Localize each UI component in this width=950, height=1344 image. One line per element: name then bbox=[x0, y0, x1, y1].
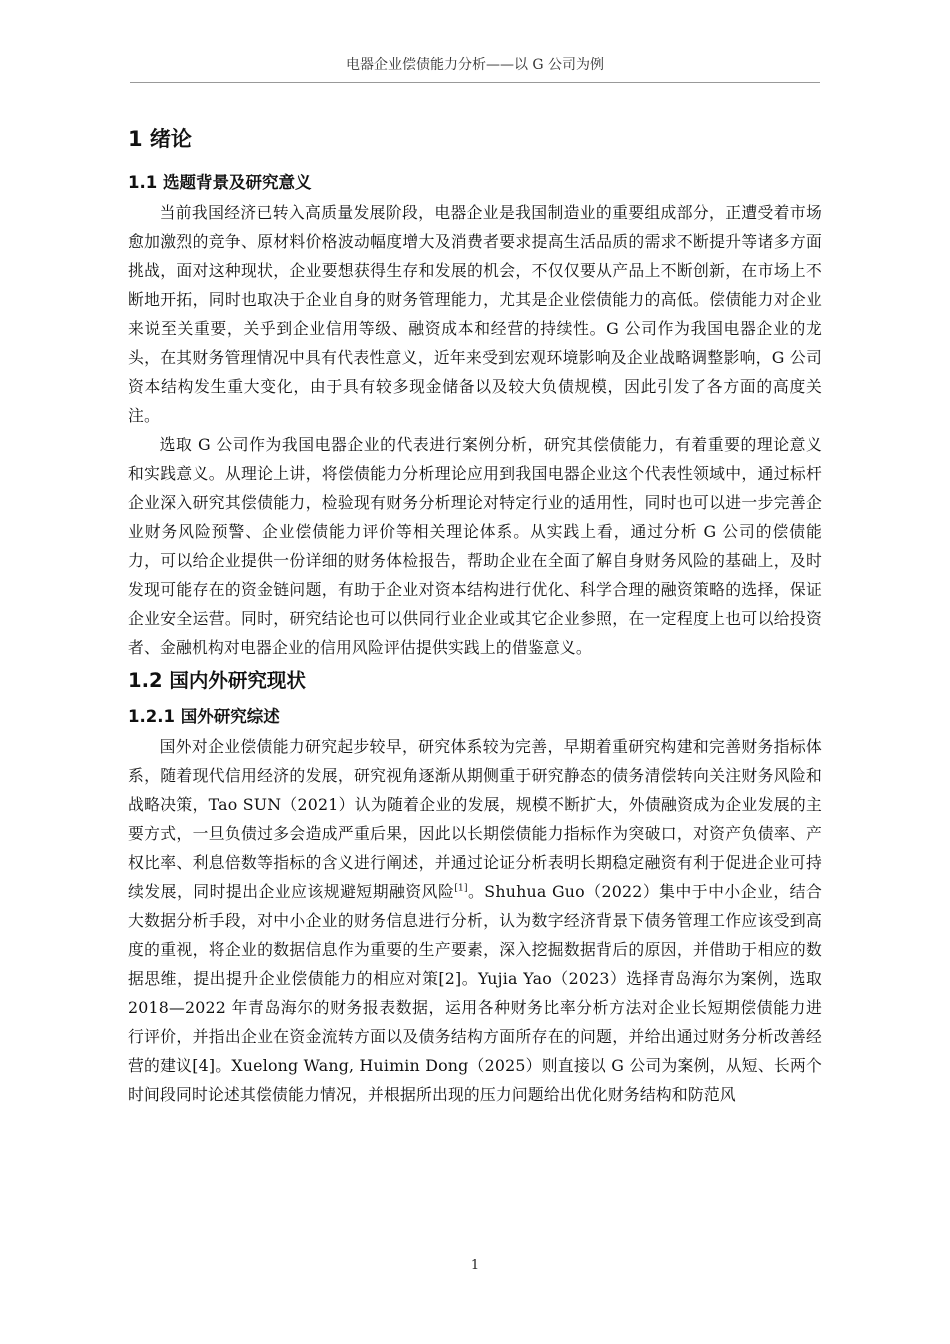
paragraph-text-part-b: 。Shuhua Guo（2022）集中于中小企业，结合大数据分析手段，对中小企业的财务信息进行分析，认为数字经济背景下债务管理工作应该受到高度的重视，将企业的数据信息作为重要的生产要素，深入挖掘数据背后的原因，并借助于相应的数据思维，提出提升企业偿债能力的相应对策[2]。Yujia Yao（2023）选择青岛海尔为案例，选取 2018—2022 年青岛海尔的财务报表数据，运用各种财务比率分析方法对企业长短期偿债能力进行评价，并指出企业在资金流转方面以及债务结构方面所存在的问题，并给出通过财务分析改善经营的建议[4]。Xuelong Wang, Huimin Dong（2025）则直接以 G 公司为案例，从短、长两个时间段同时论述其偿债能力情况，并根据所出现的压力问题给出优化财务结构和防范风 bbox=[128, 882, 822, 1104]
chapter-title: 1 绪论 bbox=[128, 127, 192, 151]
paragraph-background: 当前我国经济已转入高质量发展阶段，电器企业是我国制造业的重要组成部分，正遭受着市场愈加激烈的竞争、原材料价格波动幅度增大及消费者要求提高生活品质的需求不断提升等诸多方面挑战，面对这种现状，企业要想获得生存和发展的机会，不仅仅要从产品上不断创新，在市场上不断地开拓，同时也取决于企业自身的财务管理能力，尤其是企业偿债能力的高低。偿债能力对企业来说至关重要，关乎到企业信用等级、融资成本和经营的持续性。G 公司作为我国电器企业的龙头，在其财务管理情况中具有代表性意义，近年来受到宏观环境影响及企业战略调整影响，G 公司资本结构发生重大变化，由于具有较多现金储备以及较大负债规模，因此引发了各方面的高度关注。 bbox=[128, 203, 822, 425]
citation-1: [1] bbox=[454, 883, 468, 894]
section-title-1-2: 1.2 国内外研究现状 bbox=[128, 669, 306, 692]
paragraph-text-part-a: 国外对企业偿债能力研究起步较早，研究体系较为完善，早期着重研究构建和完善财务指标体系，随着现代信用经济的发展，研究视角逐渐从期侧重于研究静态的债务清偿转向关注财务风险和战略决策，Tao SUN（2021）认为随着企业的发展，规模不断扩大，外债融资成为企业发展的主要方式，一旦负债过多会造成严重后果，因此以长期偿债能力指标作为突破口，对资产负债率、产权比率、利息倍数等指标的含义进行阐述，并通过论证分析表明长期稳定融资有利于促进企业可持续发展，同时提出企业应该规避短期融资风险 bbox=[128, 737, 822, 901]
paragraph-foreign-review bbox=[128, 732, 822, 1109]
subsection-title-1-2-1: 1.2.1 国外研究综述 bbox=[128, 707, 280, 726]
page-number: 1 bbox=[470, 1258, 480, 1273]
paragraph-significance: 选取 G 公司作为我国电器企业的代表进行案例分析，研究其偿债能力，有着重要的理论意义和实践意义。从理论上讲，将偿债能力分析理论应用到我国电器企业这个代表性领域中，通过标杆企业深入研究其偿债能力，检验现有财务分析理论对特定行业的适用性，同时也可以进一步完善企业财务风险预警、企业偿债能力评价等相关理论体系。从实践上看，通过分析 G 公司的偿债能力，可以给企业提供一份详细的财务体检报告，帮助企业在全面了解自身财务风险的基础上，及时发现可能存在的资金链问题，有助于企业对资本结构进行优化、科学合理的融资策略的选择，保证企业安全运营。同时，研究结论也可以供同行业企业或其它企业参照，在一定程度上也可以给投资者、金融机构对电器企业的信用风险评估提供实践上的借鉴意义。 bbox=[128, 435, 822, 657]
running-header: 电器企业偿债能力分析——以 G 公司为例 bbox=[130, 54, 820, 83]
section-title-1-1: 1.1 选题背景及研究意义 bbox=[128, 173, 312, 192]
page-body bbox=[128, 124, 822, 1109]
